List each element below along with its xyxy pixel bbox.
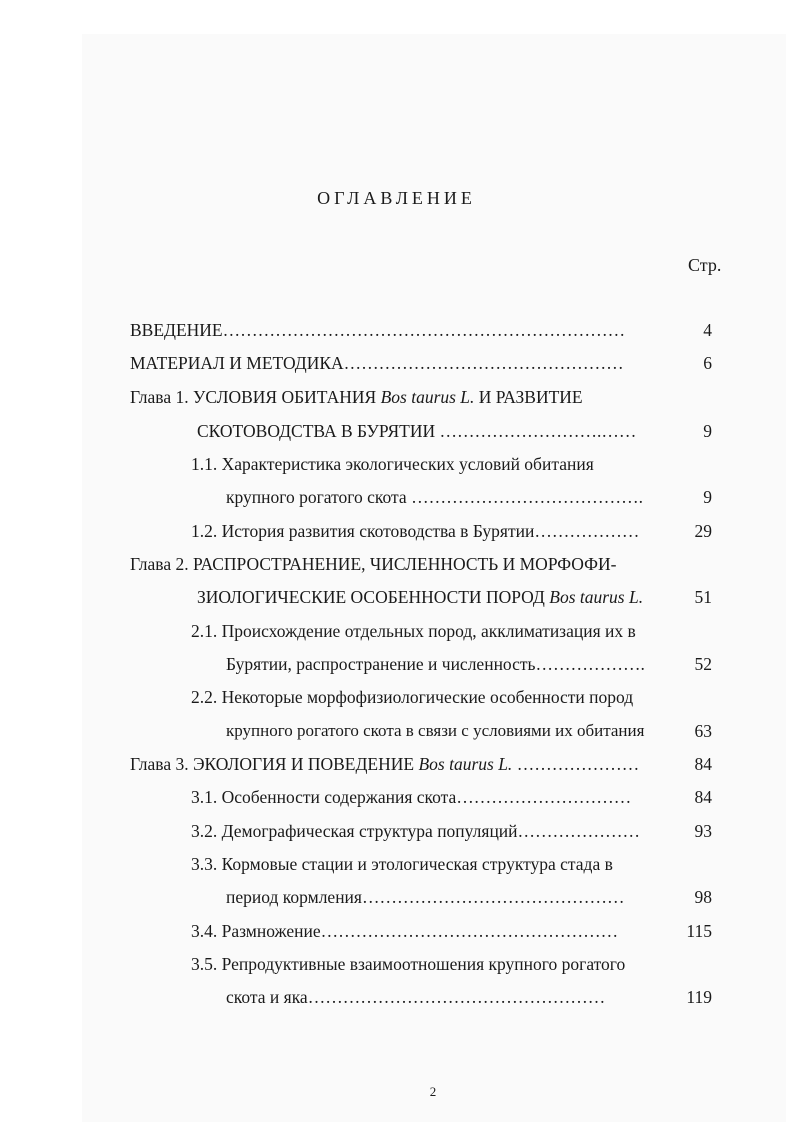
toc-entry-3-2	[191, 821, 640, 842]
entry-text: 3.4. Размножение	[191, 921, 321, 941]
entry-text: 2.1. Происхождение отдельных пород, акклиматизация их в	[191, 621, 636, 641]
toc-entry-3-5-cont	[226, 987, 605, 1008]
entry-page: 84	[694, 754, 712, 774]
entry-dots: ……………………………………………	[320, 921, 619, 941]
entry-text: 3.3. Кормовые стации и этологическая структура стада в	[191, 854, 613, 874]
entry-page: 93	[694, 821, 712, 841]
entry-page: 4	[703, 320, 712, 340]
entry-text: Глава 3. ЭКОЛОГИЯ И ПОВЕДЕНИЕ	[130, 754, 419, 774]
entry-text: И РАЗВИТИЕ	[474, 387, 583, 407]
entry-italic: Bos taurus L.	[380, 387, 475, 407]
toc-entry-chapter-2-cont	[197, 587, 643, 608]
entry-text: 3.1. Особенности содержания скота	[191, 787, 457, 807]
toc-title: ОГЛАВЛЕНИЕ	[317, 188, 476, 208]
entry-text: 1.2. История развития скотоводства в Бурятии	[191, 521, 535, 541]
toc-entry-chapter-3	[130, 754, 639, 775]
entry-dots: ……………………………………………	[307, 987, 606, 1007]
toc-entry-methods	[130, 353, 624, 374]
toc-entry-introduction	[130, 320, 625, 341]
entry-dots: ……………………………………………………………	[222, 320, 626, 340]
entry-text: СКОТОВОДСТВА В БУРЯТИИ	[197, 421, 436, 441]
toc-entry-2-1-cont	[226, 654, 645, 675]
entry-dots: …………………………	[456, 787, 632, 807]
toc-entry-3-5	[191, 954, 625, 975]
entry-page: 52	[694, 654, 712, 674]
entry-page: 63	[694, 721, 712, 741]
toc-entry-1-2	[191, 521, 639, 542]
entry-dots: ……………….	[535, 654, 645, 674]
toc-entry-3-3	[191, 854, 613, 875]
toc-entry-2-1	[191, 621, 636, 642]
entry-page: 29	[694, 521, 712, 541]
toc-entry-chapter-1	[130, 387, 583, 408]
entry-text: 1.1. Характеристика экологических условий обитания	[191, 454, 594, 474]
entry-dots: ………………………………….	[406, 487, 643, 507]
entry-text: Бурятии, распространение и численность	[226, 654, 536, 674]
toc-entry-1-1-cont	[226, 487, 643, 508]
entry-text: Глава 1. УСЛОВИЯ ОБИТАНИЯ	[130, 387, 381, 407]
entry-page: 6	[703, 353, 712, 373]
entry-dots: ……………………….……	[435, 421, 637, 441]
entry-text: скота и яка	[226, 987, 308, 1007]
toc-entry-2-2-cont	[226, 721, 644, 741]
entry-page: 9	[703, 487, 712, 507]
entry-text: крупного рогатого скота в связи с условиями их обитания	[226, 721, 645, 740]
entry-text: МАТЕРИАЛ И МЕТОДИКА	[130, 353, 344, 373]
entry-page: 115	[686, 921, 712, 941]
toc-entry-1-1	[191, 454, 594, 475]
entry-text: 3.2. Демографическая структура популяций	[191, 821, 518, 841]
entry-text: 3.5. Репродуктивные взаимоотношения крупного рогатого	[191, 954, 626, 974]
entry-text: ЗИОЛОГИЧЕСКИЕ ОСОБЕННОСТИ ПОРОД	[197, 587, 550, 607]
toc-entry-3-4	[191, 921, 618, 942]
entry-text: Глава 2. РАСПРОСТРАНЕНИЕ, ЧИСЛЕННОСТЬ И МОРФОФИ-	[130, 554, 617, 574]
entry-text: ВВЕДЕНИЕ	[130, 320, 223, 340]
toc-entry-chapter-2	[130, 554, 616, 575]
entry-italic: Bos taurus L.	[549, 587, 644, 607]
entry-text: период кормления	[226, 887, 362, 907]
entry-page: 98	[694, 887, 712, 907]
entry-page: 119	[686, 987, 712, 1007]
entry-text: 2.2. Некоторые морфофизиологические особенности пород	[191, 687, 634, 707]
toc-entry-2-2	[191, 687, 633, 708]
entry-page: 9	[703, 421, 712, 441]
page-column-header: Стр.	[688, 255, 722, 275]
toc-entry-3-3-cont	[226, 887, 624, 908]
entry-dots: …………………	[512, 754, 640, 774]
entry-page: 84	[694, 787, 712, 807]
entry-dots: …………………………………………	[343, 353, 624, 373]
entry-dots: ………………………………………	[361, 887, 625, 907]
entry-text: крупного рогатого скота	[226, 487, 407, 507]
entry-dots: …………………	[517, 821, 641, 841]
toc-entry-3-1	[191, 787, 631, 808]
entry-italic: Bos taurus L.	[418, 754, 513, 774]
entry-dots: ………………	[534, 521, 640, 541]
toc-entry-chapter-1-cont	[197, 421, 636, 442]
entry-page: 51	[694, 587, 712, 607]
page-number: 2	[429, 1084, 437, 1099]
